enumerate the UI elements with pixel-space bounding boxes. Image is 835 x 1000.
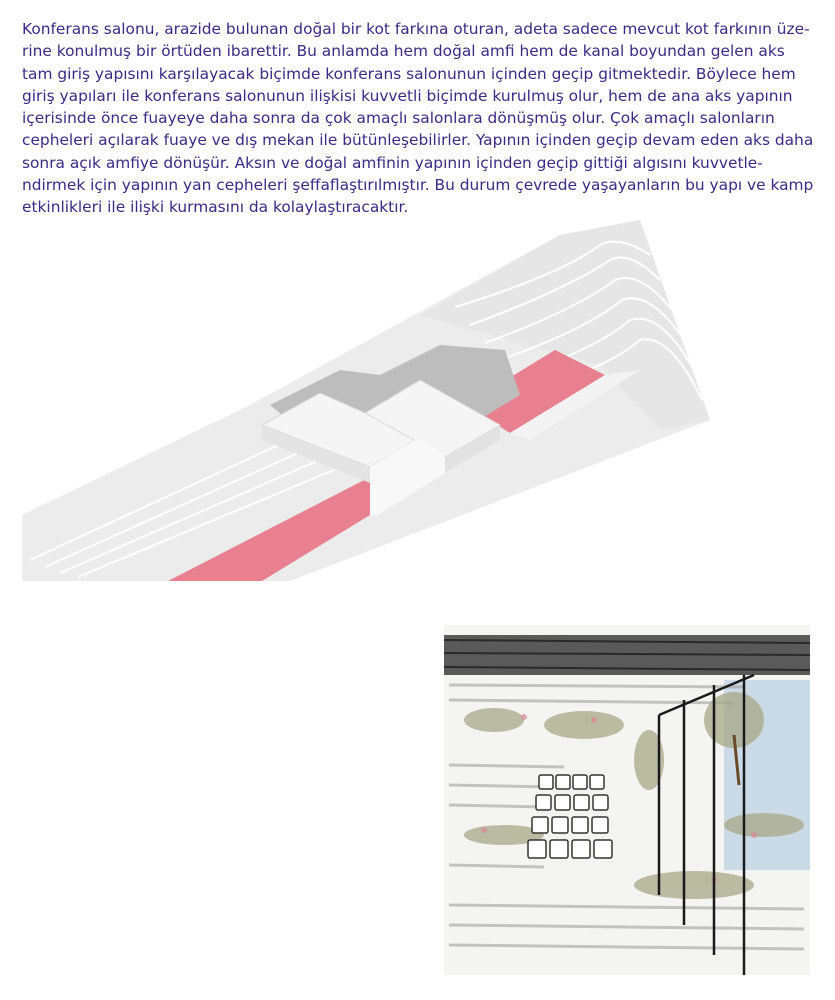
paragraph-line: ndirmek için yapının yan cepheleri şeffaflaştırılmıştır. Bu durum çevrede yaşayanların bu yapı ve kamp bbox=[22, 176, 814, 195]
paragraph-line: etkinlikleri ile ilişki kurmasını da kolaylaştıracaktır. bbox=[22, 198, 409, 217]
paragraph-line: içerisinde önce fuayeye daha sonra da çok amaçlı salonlara dönüşmüş olur. Çok amaçlı salonların bbox=[22, 109, 775, 128]
paragraph-line: rine konulmuş bir örtüden ibarettir. Bu anlamda hem doğal amfi hem de kanal boyundan gelen aks bbox=[22, 42, 785, 61]
description-paragraph bbox=[22, 18, 822, 219]
paragraph-line: tam giriş yapısını karşılayacak biçimde konferans salonunun içinden geçip gitmektedir. Böylece hem bbox=[22, 64, 796, 83]
paragraph-line: Konferans salonu, arazide bulunan doğal bir kot farkına oturan, adeta sadece mevcut kot farkının üze- bbox=[22, 20, 810, 38]
axonometric-diagram bbox=[0, 215, 835, 585]
paragraph-line: giriş yapıları ile konferans salonunun ilişkisi kuvvetli biçimde kurulmuş olur, hem de ana aks yapının bbox=[22, 86, 793, 105]
paragraph-line: sonra açık amfiye dönüşür. Aksın ve doğal amfinin yapının içinden geçip gittiği algısını kuvvetle- bbox=[22, 153, 763, 172]
paragraph-line: cepheleri açılarak fuaye ve dış mekan ile bütünleşebilirler. Yapının içinden geçip devam eden aks daha bbox=[22, 131, 814, 150]
watercolor-sketch bbox=[444, 625, 810, 975]
